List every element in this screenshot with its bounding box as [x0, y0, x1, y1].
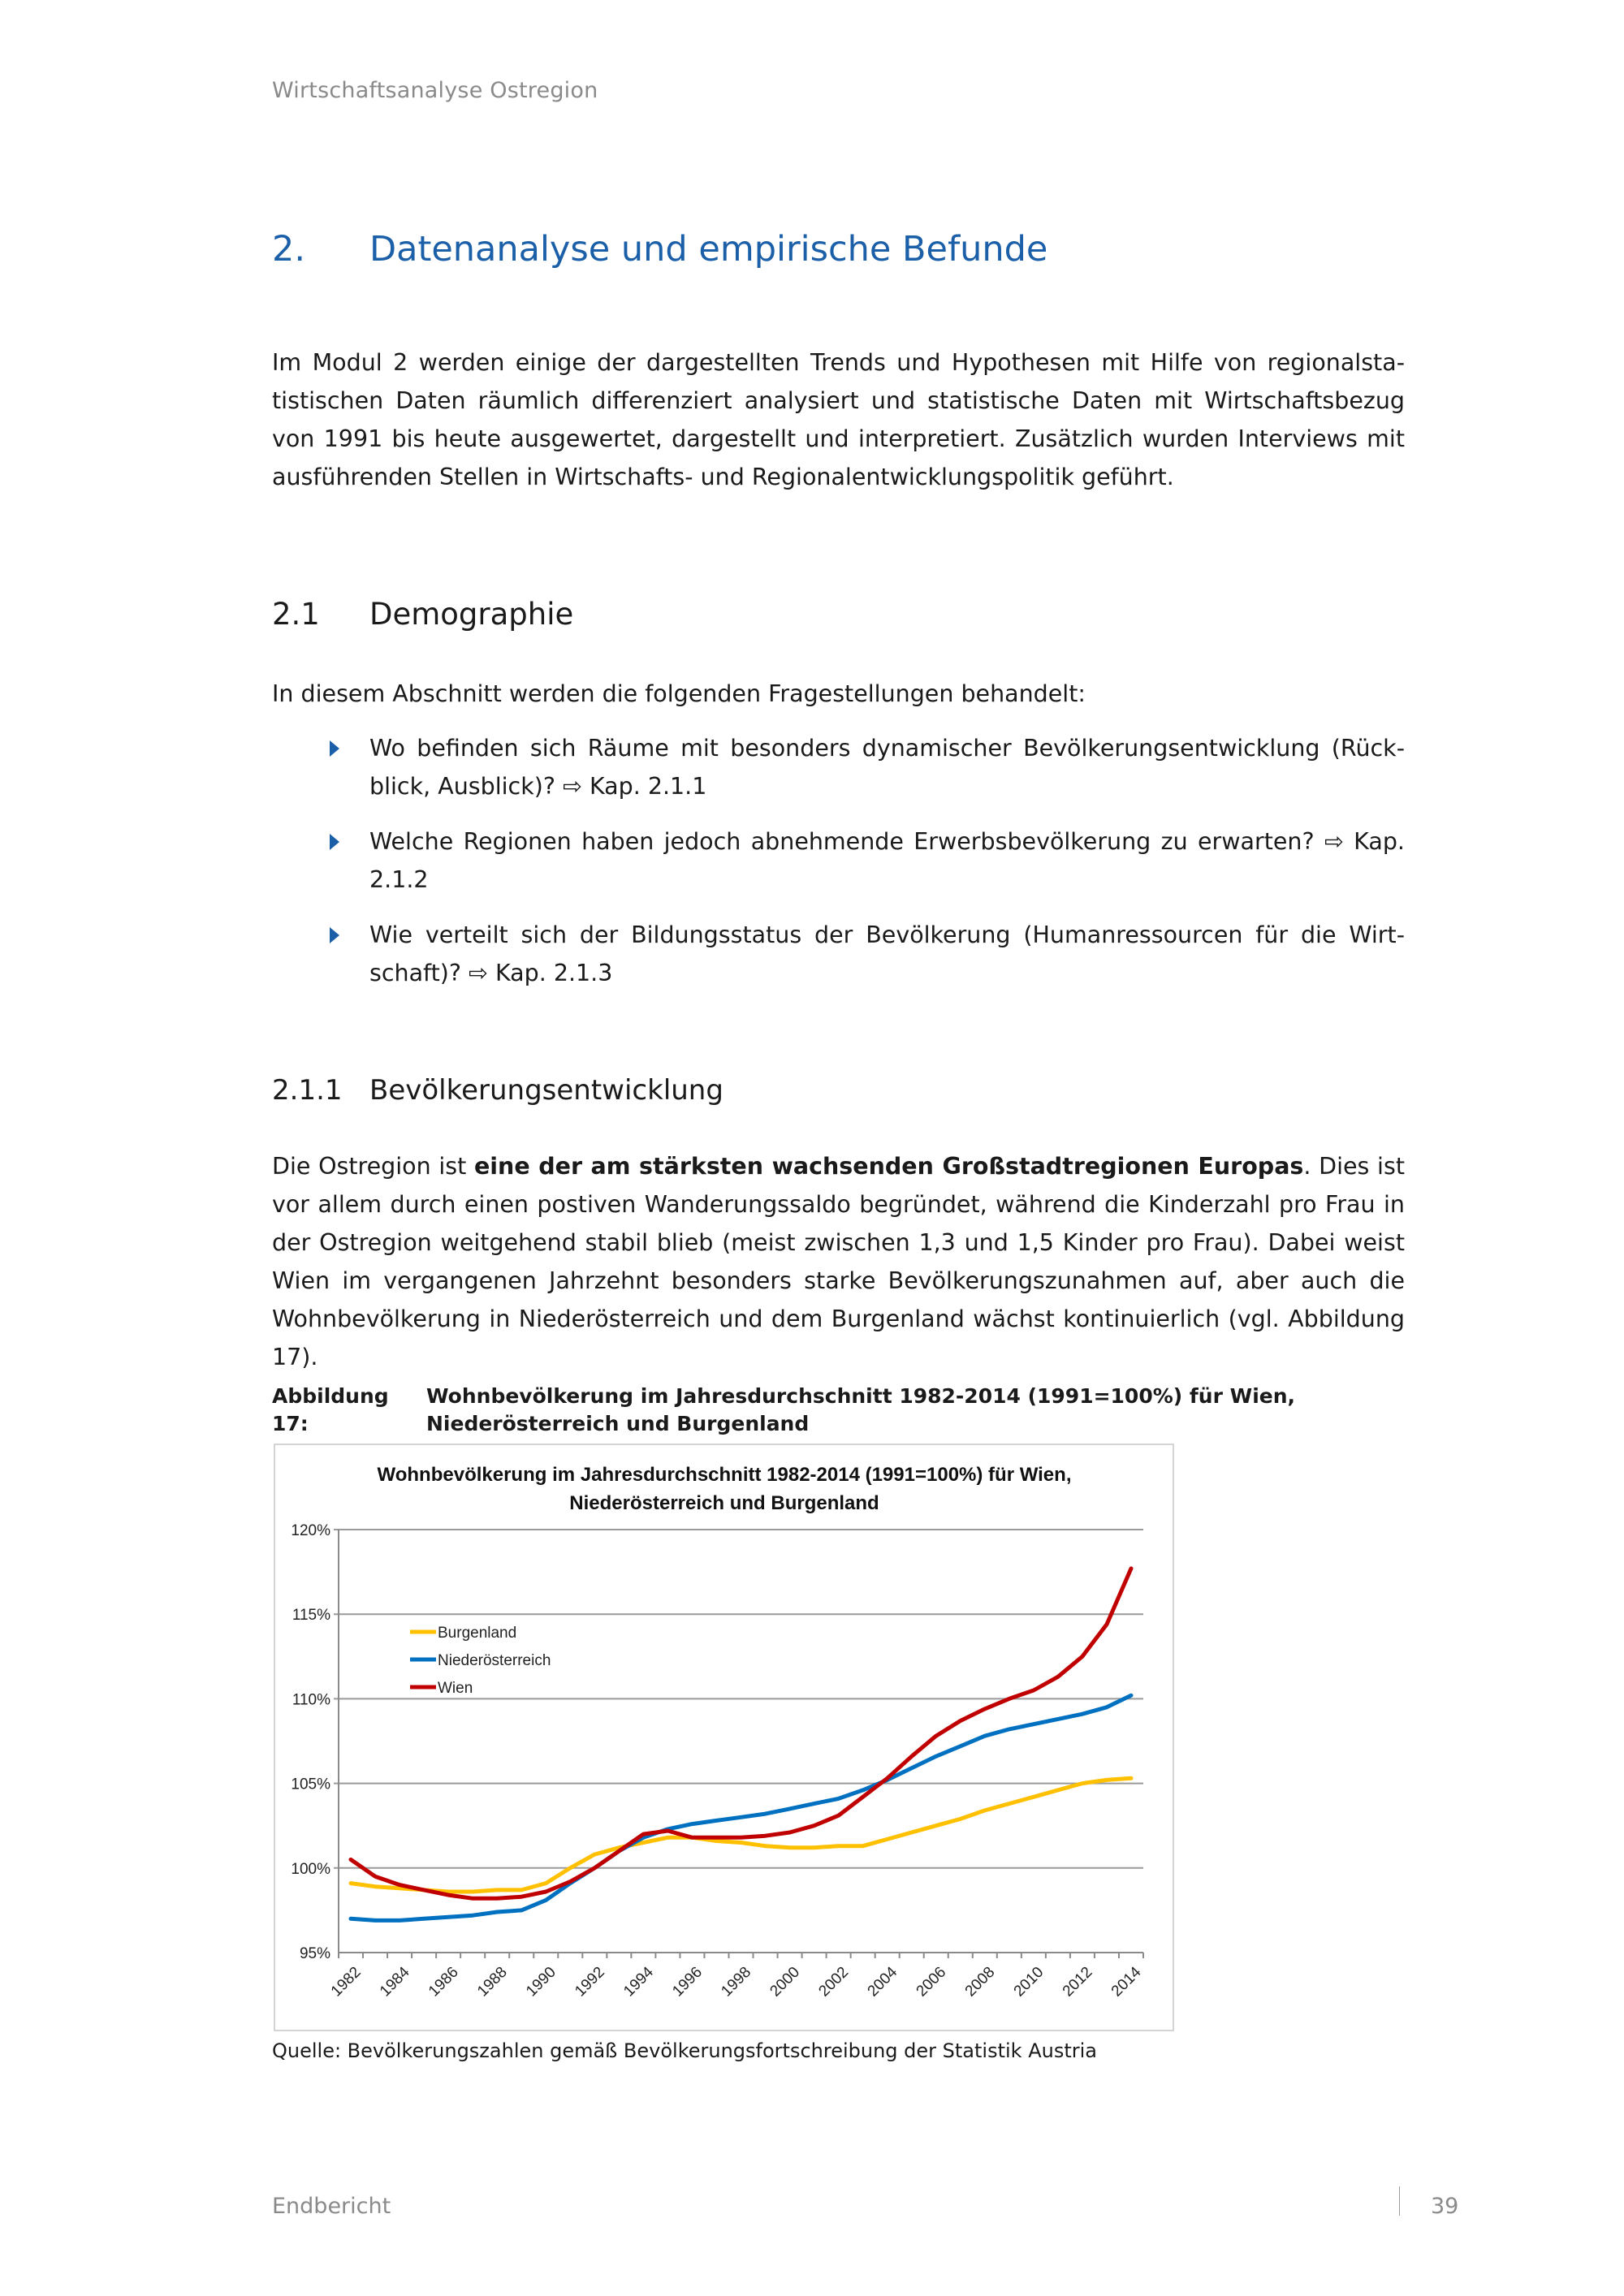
section-intro-paragraph: Im Modul 2 werden einige der dargestellten Trends und Hypothesen mit Hilfe von regionalstatistischen Daten räumlich differenziert analysiert und statistische Daten mit Wirtschaftsbezug von 1991 bis heute ausgewertet, dargestellt und interpretiert. Zusätzlich wurden Interviews mit ausführenden Stellen in Wirtschafts- und Regionalentwicklungspolitik geführt.	[272, 349, 1405, 490]
footer-divider	[1399, 2186, 1400, 2216]
subsubsection-title: Bevölkerungsentwicklung	[369, 1074, 723, 1107]
subsection-lead: In diesem Abschnitt werden die folgenden Fragestellungen behandelt:	[272, 680, 1086, 707]
running-header: Wirtschaftsanalyse Ostregion	[272, 78, 598, 103]
figure-label: Abbildung 17:	[272, 1384, 389, 1435]
x-tick-label: 1992	[572, 1963, 608, 2000]
x-tick-label: 1984	[376, 1963, 413, 2000]
subsection-title: Demographie	[369, 597, 574, 632]
figure-source: Quelle: Bevölkerungszahlen gemäß Bevölkerungsfortschreibung der Statistik Austria	[272, 2039, 1097, 2062]
bullet-item	[325, 822, 1405, 899]
paragraph-emphasis: eine der am stärksten wachsenden Großstadtregionen Europas	[473, 1153, 1304, 1180]
chart-legend	[410, 1625, 551, 1697]
figure-caption	[272, 1383, 1401, 1438]
chart-title-line1: Wohnbevölkerung im Jahresdurchschnitt 1982-2014 (1991=100%) für Wien,	[377, 1464, 1072, 1486]
y-tick-label: 105%	[291, 1776, 330, 1793]
line-chart	[274, 1444, 1174, 2031]
subsubsection-number: 2.1.1	[272, 1074, 343, 1107]
bullet-triangle-icon	[330, 927, 339, 943]
x-axis	[328, 1953, 1145, 2000]
y-tick-label: 95%	[299, 1945, 330, 1962]
x-tick-label: 1994	[620, 1963, 657, 2000]
subsection-number: 2.1	[272, 597, 320, 632]
y-tick-label: 115%	[292, 1607, 330, 1625]
bullet-text: Wie verteilt sich der Bildungsstatus der Bevölkerung (Humanressourcen für die Wirtschaft)? ⇨ Kap. 2.1.3	[369, 921, 1405, 986]
paragraph-text: . Dies ist vor allem durch einen postiven Wanderungssaldo begründet, während die Kinderzahl pro Frau in der Ostregion weitgehend stabil blieb (meist zwischen 1,3 und 1,5 Kinder pro Frau). Dabei weist Wien im vergangenen Jahrzehnt besonders starke Bevölkerungszunahmen auf, aber auch die Wohnbevölkerung in Niederösterreich und dem Burgenland wächst kontinuierlich (vgl. Abbildung 17).	[272, 1153, 1406, 1370]
x-tick-label: 1990	[523, 1963, 559, 2000]
x-tick-label: 2002	[815, 1963, 853, 2000]
section-title: Datenanalyse und empirische Befunde	[369, 229, 1048, 270]
subsubsection-paragraph	[272, 1147, 1405, 1376]
series-line-wien	[351, 1569, 1131, 1898]
x-tick-label: 2000	[767, 1963, 804, 2000]
series-line-burgenland	[351, 1778, 1131, 1892]
x-tick-label: 1986	[425, 1963, 462, 2000]
footer-report-label: Endbericht	[272, 2194, 391, 2219]
y-tick-label: 110%	[292, 1691, 330, 1709]
y-tick-label: 100%	[291, 1860, 330, 1878]
x-tick-label: 1988	[474, 1963, 511, 2000]
x-tick-label: 2008	[961, 1963, 999, 2000]
bullet-text: Welche Regionen haben jedoch abnehmende Erwerbsbevölkerung zu erwarten? ⇨ Kap. 2.1.2	[369, 828, 1405, 893]
y-axis	[291, 1522, 339, 1962]
bullet-text: Wo befinden sich Räume mit besonders dynamischer Bevölkerungsentwicklung (Rückblick, Ausblick)? ⇨ Kap. 2.1.1	[369, 735, 1405, 800]
x-tick-label: 1998	[718, 1963, 755, 2000]
legend-label: Wien	[438, 1680, 473, 1697]
x-tick-label: 2006	[913, 1963, 950, 2000]
section-number: 2.	[272, 229, 306, 270]
chart-canvas	[275, 1445, 1173, 2030]
bullet-triangle-icon	[330, 740, 339, 757]
legend-label: Burgenland	[438, 1625, 517, 1642]
legend-label: Niederösterreich	[438, 1652, 551, 1669]
x-tick-label: 2012	[1059, 1963, 1096, 2000]
page-number: 39	[1431, 2194, 1459, 2219]
bullet-item	[325, 729, 1405, 805]
figure-caption-text: Wohnbevölkerung im Jahresdurchschnitt 1982-2014 (1991=100%) für Wien, Niederösterreich und Burgenland	[426, 1384, 1296, 1435]
x-tick-label: 2010	[1010, 1963, 1047, 2000]
section-heading	[272, 229, 1047, 270]
x-tick-label: 1996	[669, 1963, 706, 2000]
subsubsection-heading	[272, 1074, 723, 1107]
series-line-niedersterreich	[351, 1695, 1131, 1920]
y-tick-label: 120%	[291, 1522, 330, 1539]
x-tick-label: 2004	[864, 1963, 901, 2000]
chart-title-line2: Niederösterreich und Burgenland	[569, 1492, 879, 1514]
x-tick-label: 1982	[327, 1963, 365, 2000]
x-tick-label: 2014	[1108, 1963, 1145, 2000]
paragraph-text: Die Ostregion ist	[272, 1153, 474, 1180]
bullet-item	[325, 916, 1405, 992]
subsection-heading	[272, 597, 573, 632]
bullet-triangle-icon	[330, 834, 339, 850]
